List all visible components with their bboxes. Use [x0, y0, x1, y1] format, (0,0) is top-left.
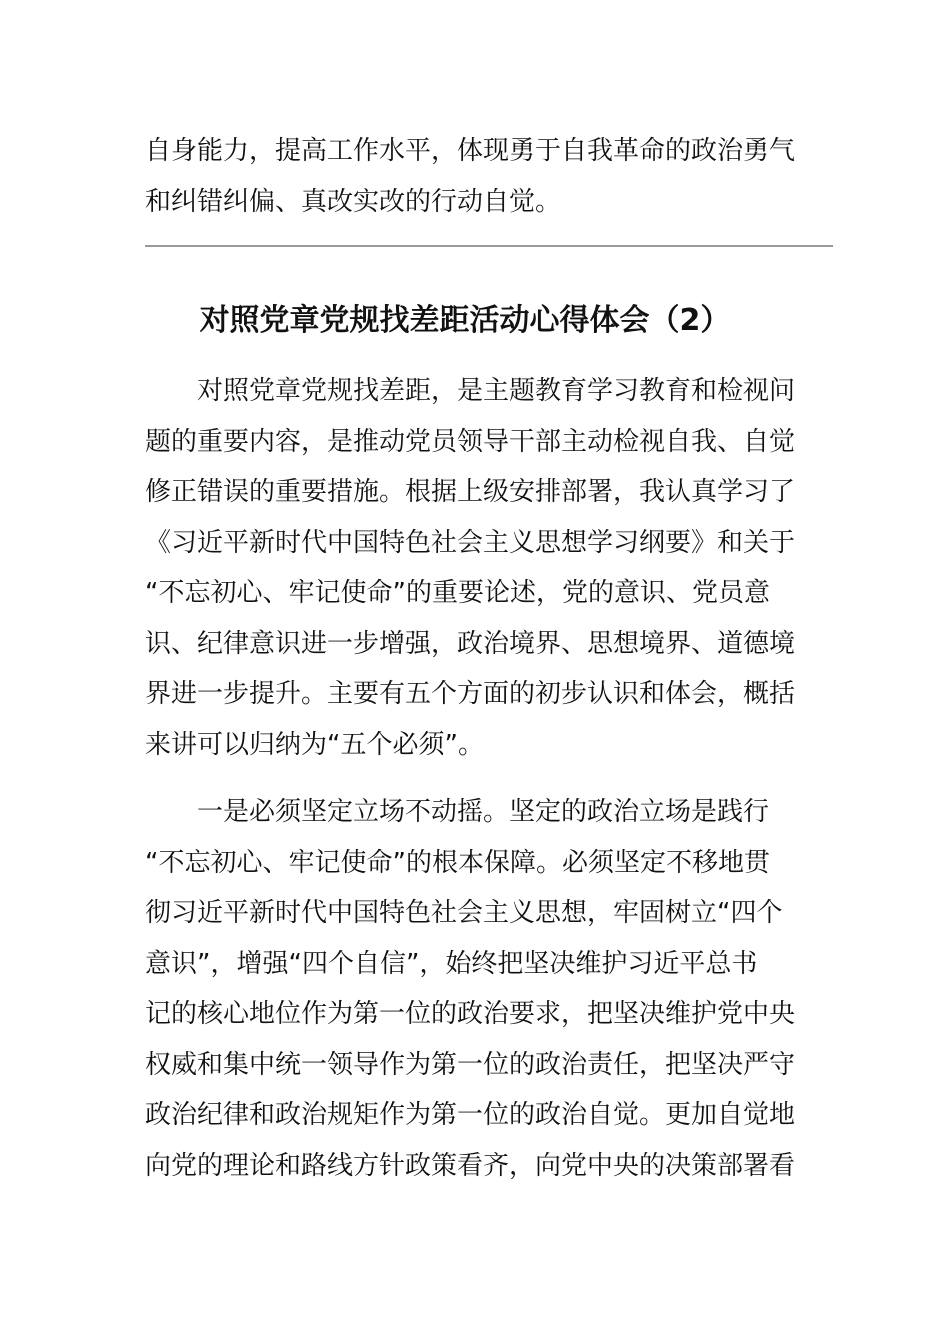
text-line: 意识”，增强“四个自信”，始终把坚决维护习近平总书: [145, 948, 758, 979]
text-line: 政治纪律和政治规矩作为第一位的政治自觉。更加自觉地: [145, 1100, 796, 1130]
paragraph-intro: [145, 366, 796, 770]
section-divider: [145, 245, 833, 247]
text-line: 界进一步提升。主要有五个方面的初步认识和体会，概括: [145, 679, 796, 709]
text-line: 和纠错纠偏、真改实改的行动自觉。: [145, 186, 562, 217]
text-line: 权威和集中统一领导作为第一位的政治责任，把坚决严守: [145, 1049, 796, 1080]
text-line: 对照党章党规找差距，是主题教育学习教育和检视问: [197, 376, 796, 406]
continuation-paragraph: [145, 126, 796, 227]
text-line: 一是必须坚定立场不动摇。坚定的政治立场是践行: [197, 797, 770, 827]
paragraph-point-one: [145, 787, 796, 1191]
text-line: 彻习近平新时代中国特色社会主义思想，牢固树立“四个: [145, 898, 783, 928]
text-line: 来讲可以归纳为“五个必须”。: [145, 729, 484, 760]
text-line: 向党的理论和路线方针政策看齐，向党中央的决策部署看: [145, 1150, 796, 1181]
text-line: “不忘初心、牢记使命”的重要论述，党的意识、党员意: [145, 578, 770, 608]
text-line: 记的核心地位作为第一位的政治要求，把坚决维护党中央: [145, 999, 796, 1029]
text-line: 识、纪律意识进一步增强，政治境界、思想境界、道德境: [145, 628, 796, 659]
text-line: 《习近平新时代中国特色社会主义思想学习纲要》和关于: [145, 527, 796, 558]
text-line: 自身能力，提高工作水平，体现勇于自我革命的政治勇气: [145, 136, 796, 166]
text-line: “不忘初心、牢记使命”的根本保障。必须坚定不移地贯: [145, 847, 770, 878]
document-title: 对照党章党规找差距活动心得体会（2）: [199, 303, 731, 338]
text-line: 题的重要内容，是推动党员领导干部主动检视自我、自觉: [145, 426, 796, 457]
text-line: 修正错误的重要措施。根据上级安排部署，我认真学习了: [145, 477, 796, 507]
